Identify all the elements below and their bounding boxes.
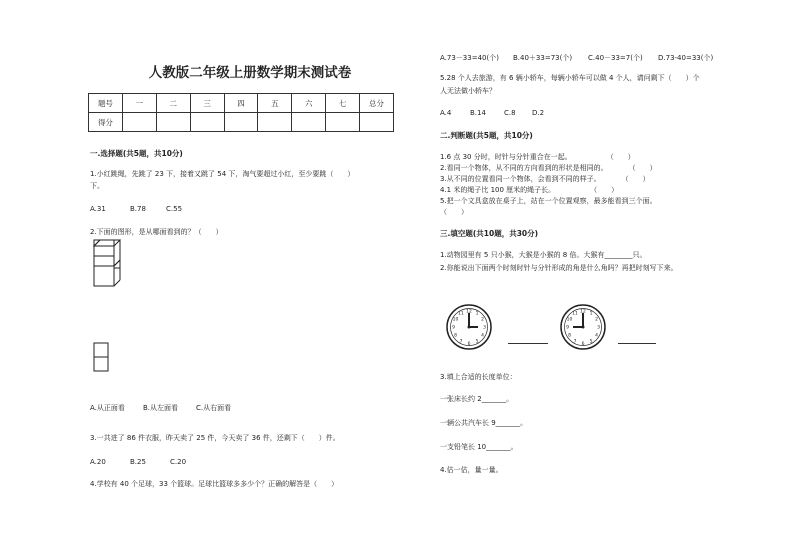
q4-option-b: B.40＋33=73(个) — [513, 54, 573, 62]
score-cell — [156, 113, 190, 132]
judge-item: （ ） — [440, 208, 468, 216]
score-cell — [292, 113, 326, 132]
svg-text:12: 12 — [580, 309, 586, 315]
clock-1 — [444, 302, 494, 352]
svg-text:3: 3 — [483, 325, 486, 331]
svg-text:3: 3 — [597, 325, 600, 331]
svg-text:4: 4 — [595, 333, 598, 339]
score-cell — [122, 113, 156, 132]
q5-option-a: A.4 — [440, 109, 452, 117]
q1-option-b: B.78 — [130, 205, 146, 213]
svg-text:11: 11 — [458, 311, 464, 317]
score-table-row — [89, 113, 394, 132]
section3-heading: 三.填空题(共10题，共30分) — [440, 229, 539, 238]
q4-option-a: A.73－33=40(个) — [440, 54, 499, 62]
judge-item: 4.1 米的绳子比 100 厘米的绳子长。 （ ） — [440, 186, 619, 194]
page-title: 人教版二年级上册数学期末测试卷 — [148, 65, 352, 81]
clock-2 — [558, 302, 608, 352]
svg-text:5: 5 — [589, 339, 593, 345]
q5-text-cont: 人无法做小轿车？ — [440, 87, 496, 95]
svg-text:8: 8 — [568, 333, 571, 339]
clock-2-answer-line — [618, 343, 656, 344]
score-table-header-row — [89, 94, 394, 113]
fill-q2: 2.你能说出下面两个时刻时针与分针形成的角是什么角吗？再把时刻写下来。 — [440, 264, 678, 272]
score-header-cell: 六 — [292, 94, 326, 113]
svg-text:6: 6 — [467, 342, 471, 347]
q2-option-a: A.从正面看 — [90, 404, 125, 412]
judge-item: 5.把一个文具盒放在桌子上，站在一个位置观察，最多能看到三个面。 — [440, 197, 657, 205]
svg-text:6: 6 — [581, 342, 585, 347]
score-header-cell: 题号 — [89, 94, 123, 113]
score-header-cell: 二 — [156, 94, 190, 113]
q4-text: 4.学校有 40 个足球，33 个篮球。足球比篮球多多少个？正确的解答是（ ） — [90, 480, 339, 488]
svg-text:7: 7 — [573, 339, 577, 345]
score-header-cell: 三 — [190, 94, 224, 113]
fill-q3-item: 一张床长约 2_______。 — [440, 395, 514, 403]
q5-option-c: C.8 — [504, 109, 516, 117]
judge-item: 3.从不同的位置看同一个物体，会看到不同的样子。 （ ） — [440, 175, 650, 183]
q4-option-d: D.73-40=33(个) — [658, 54, 714, 62]
q2-option-b: B.从左面看 — [143, 404, 179, 412]
fill-q3-intro: 3.填上合适的长度单位： — [440, 373, 517, 381]
block-figures — [90, 236, 140, 376]
judge-item: 2.看同一个物体，从不同的方向看到的形状是相同的。 （ ） — [440, 164, 657, 172]
q1-option-a: A.31 — [90, 205, 106, 213]
svg-text:7: 7 — [459, 339, 463, 345]
score-header-cell: 七 — [326, 94, 360, 113]
q3-text: 3.一共进了 86 件衣服，昨天卖了 25 件，今天卖了 36 件，还剩下（ ）件。 — [90, 434, 340, 442]
section2-heading: 二.判断题(共5题，共10分) — [440, 131, 533, 140]
fill-q4: 4.估一估，量一量。 — [440, 466, 503, 474]
q5-option-d: D.2 — [532, 109, 545, 117]
score-row-label: 得分 — [89, 113, 123, 132]
q3-option-a: A.20 — [90, 458, 106, 466]
fill-q3-item: 一辆公共汽车长 9_______。 — [440, 419, 528, 427]
q1-option-c: C.55 — [166, 205, 183, 213]
score-cell — [258, 113, 292, 132]
q5-text: 5.28 个人去旅游，有 6 辆小轿车，每辆小轿车可以做 4 个人，请问剩下（ ）个 — [440, 74, 700, 82]
q1-text-cont: 下。 — [90, 182, 104, 190]
svg-text:9: 9 — [452, 325, 455, 331]
score-header-cell: 一 — [122, 94, 156, 113]
score-header-cell: 总分 — [360, 94, 394, 113]
svg-text:1: 1 — [589, 311, 593, 317]
svg-text:8: 8 — [454, 333, 457, 339]
judge-item: 1.6 点 30 分时，时针与分针重合在一起。 （ ） — [440, 153, 635, 161]
fill-q1: 1.动物园里有 5 只小猴，大猴是小猴的 8 倍。大猴有________只。 — [440, 251, 647, 259]
svg-text:4: 4 — [481, 333, 484, 339]
svg-text:10: 10 — [566, 317, 573, 323]
svg-text:2: 2 — [481, 317, 484, 323]
q5-option-b: B.14 — [470, 109, 486, 117]
q4-option-c: C.40－33=7(个) — [588, 54, 643, 62]
svg-text:11: 11 — [572, 311, 578, 317]
svg-text:2: 2 — [595, 317, 598, 323]
q3-option-b: B.25 — [130, 458, 146, 466]
score-cell — [326, 113, 360, 132]
section1-heading: 一.选择题(共5题，共10分) — [90, 149, 183, 158]
score-table — [88, 93, 394, 132]
score-header-cell: 四 — [224, 94, 258, 113]
svg-text:5: 5 — [475, 339, 479, 345]
cube-stack-figure — [94, 240, 120, 286]
fill-q3-item: 一支铅笔长 10_______。 — [440, 443, 518, 451]
q3-option-c: C.20 — [170, 458, 187, 466]
q1-text: 1.小红跳绳，先跳了 23 下，接着又跳了 54 下，淘气要超过小红，至少要跳（ ） — [90, 170, 355, 178]
svg-text:1: 1 — [475, 311, 479, 317]
score-cell — [224, 113, 258, 132]
front-view-figure — [94, 343, 108, 371]
svg-text:12: 12 — [466, 309, 472, 315]
clock-1-answer-line — [508, 343, 548, 344]
q2-option-c: C.从右面看 — [196, 404, 232, 412]
score-cell — [190, 113, 224, 132]
score-header-cell: 五 — [258, 94, 292, 113]
svg-text:10: 10 — [452, 317, 459, 323]
svg-text:9: 9 — [566, 325, 569, 331]
q2-text: 2.下面的图形，是从哪面看到的？（ ） — [90, 228, 223, 236]
score-cell — [360, 113, 394, 132]
